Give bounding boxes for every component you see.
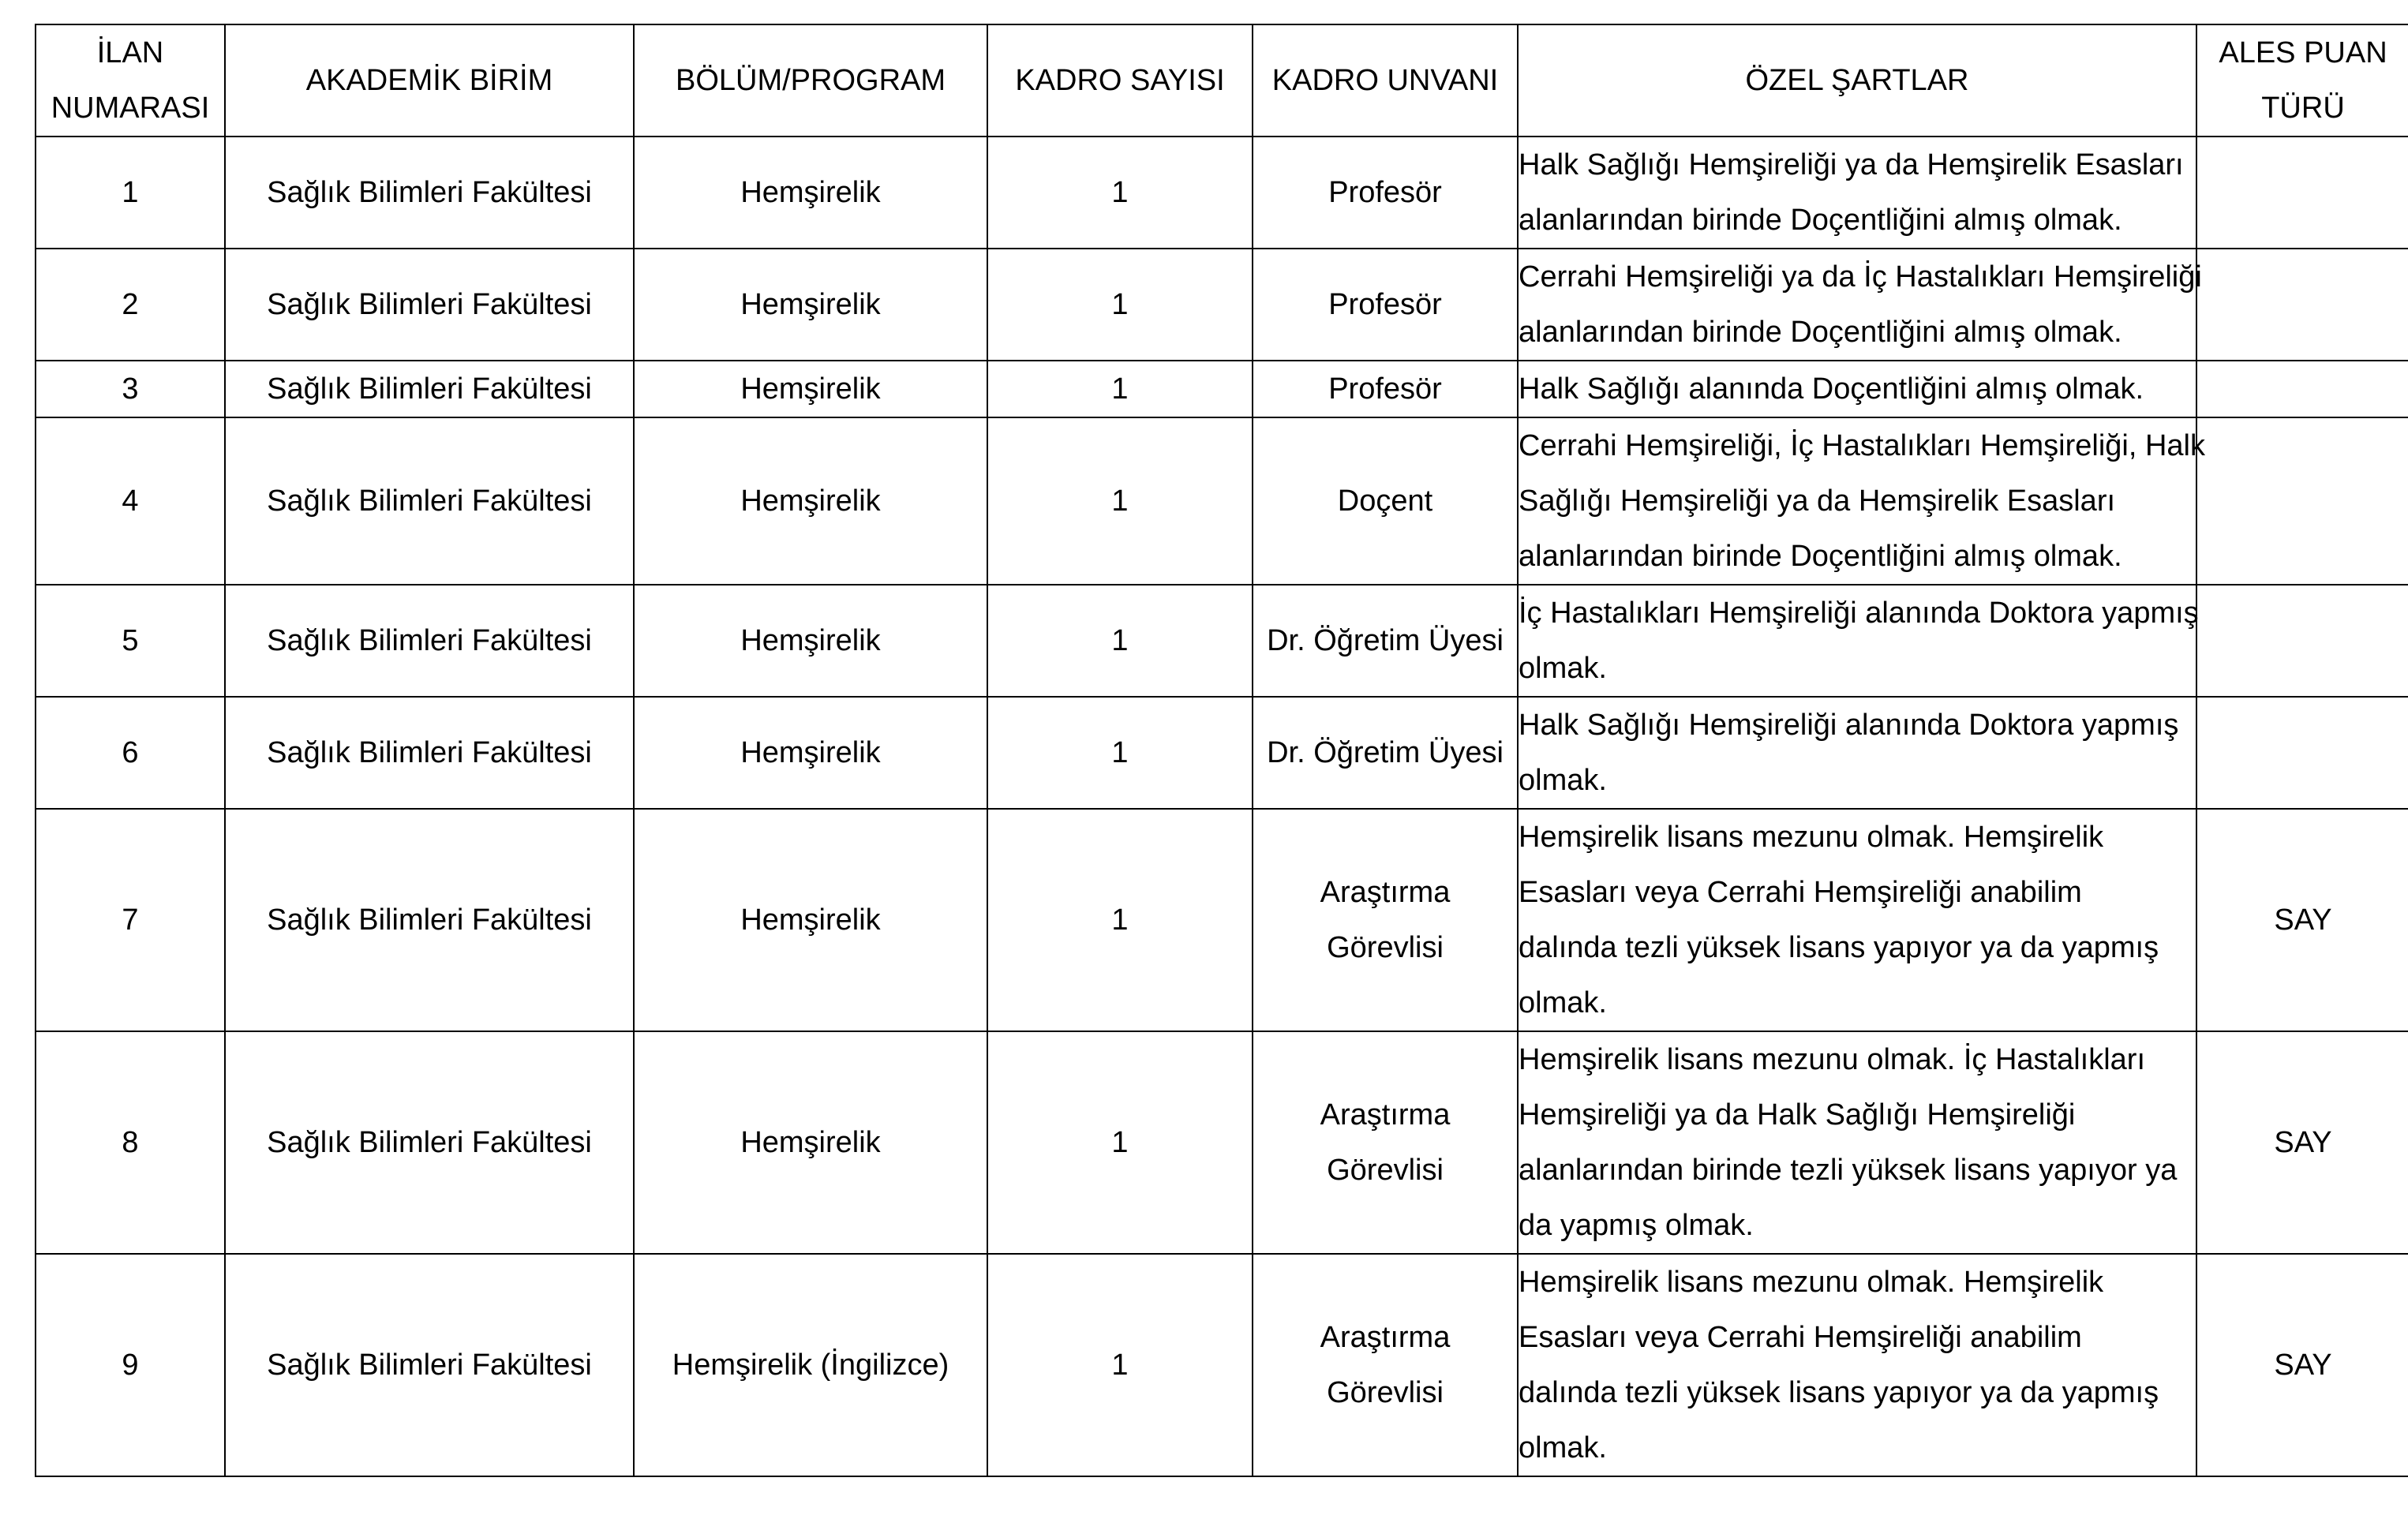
sart-line: Halk Sağlığı Hemşireliği ya da Hemşirelik Esasları [1519, 148, 2184, 181]
header-line: ÖZEL ŞARTLAR [1745, 64, 1969, 97]
cell-bolum-program: Hemşirelik (İngilizce) [634, 1254, 987, 1476]
cell-kadro-unvani [1253, 249, 1518, 361]
cell-ilan-no: 9 [36, 1254, 225, 1476]
cell-bolum-program: Hemşirelik [634, 585, 987, 697]
header-kadro-unvani [1253, 24, 1518, 137]
cell-kadro-sayisi: 1 [987, 697, 1253, 809]
header-ozel-sartlar [1518, 24, 2196, 137]
cell-kadro-sayisi: 1 [987, 249, 1253, 361]
cell-akademik-birim: Sağlık Bilimleri Fakültesi [225, 809, 634, 1031]
table-row [36, 1031, 2408, 1254]
cell-ilan-no: 1 [36, 137, 225, 249]
cell-ozel-sartlar [1518, 697, 2196, 809]
cell-kadro-unvani [1253, 809, 1518, 1031]
unvan-line: Dr. Öğretim Üyesi [1267, 736, 1504, 769]
header-line: ALES PUAN [2219, 36, 2387, 69]
sart-line: Hemşirelik lisans mezunu olmak. Hemşirelik [1519, 821, 2104, 854]
header-bolum-program [634, 24, 987, 137]
cell-ilan-no: 5 [36, 585, 225, 697]
cell-kadro-sayisi: 1 [987, 1254, 1253, 1476]
cell-ozel-sartlar [1518, 1031, 2196, 1254]
cell-akademik-birim: Sağlık Bilimleri Fakültesi [225, 585, 634, 697]
cell-ales-puan-turu [2196, 697, 2408, 809]
table-body [36, 137, 2408, 1476]
cell-ales-puan-turu [2196, 417, 2408, 585]
table-header [36, 24, 2408, 137]
cell-akademik-birim: Sağlık Bilimleri Fakültesi [225, 137, 634, 249]
header-line: TÜRÜ [2261, 92, 2345, 125]
sart-line: Esasları veya Cerrahi Hemşireliği anabilim [1519, 876, 2082, 909]
header-line: KADRO SAYISI [1015, 64, 1225, 97]
unvan-line: Doçent [1337, 484, 1433, 518]
header-line: AKADEMİK BİRİM [305, 64, 553, 97]
cell-bolum-program: Hemşirelik [634, 137, 987, 249]
cell-kadro-sayisi: 1 [987, 1031, 1253, 1254]
cell-kadro-sayisi: 1 [987, 417, 1253, 585]
sart-line: olmak. [1519, 1431, 1607, 1464]
unvan-line: Dr. Öğretim Üyesi [1267, 624, 1504, 657]
cell-ilan-no: 2 [36, 249, 225, 361]
cell-akademik-birim: Sağlık Bilimleri Fakültesi [225, 1031, 634, 1254]
sart-line: alanlarından birinde Doçentliğini almış olmak. [1519, 316, 2122, 349]
cell-akademik-birim: Sağlık Bilimleri Fakültesi [225, 697, 634, 809]
cell-kadro-unvani [1253, 1031, 1518, 1254]
cell-kadro-sayisi: 1 [987, 137, 1253, 249]
cell-ales-puan-turu: SAY [2196, 1031, 2408, 1254]
sart-line: Halk Sağlığı alanında Doçentliğini almış olmak. [1519, 372, 2144, 406]
cell-bolum-program: Hemşirelik [634, 417, 987, 585]
sart-line: Sağlığı Hemşireliği ya da Hemşirelik Esasları [1519, 484, 2116, 518]
sart-line: Hemşireliği ya da Halk Sağlığı Hemşireliği [1519, 1098, 2076, 1132]
unvan-line: Görevlisi [1327, 931, 1444, 964]
cell-ozel-sartlar [1518, 137, 2196, 249]
cell-ozel-sartlar [1518, 361, 2196, 417]
cell-bolum-program: Hemşirelik [634, 1031, 987, 1254]
sart-line: alanlarından birinde Doçentliğini almış olmak. [1519, 540, 2122, 573]
sart-line: Hemşirelik lisans mezunu olmak. İç Hastalıkları [1519, 1043, 2146, 1076]
header-row [36, 24, 2408, 137]
cell-akademik-birim: Sağlık Bilimleri Fakültesi [225, 1254, 634, 1476]
cell-akademik-birim: Sağlık Bilimleri Fakültesi [225, 361, 634, 417]
cell-bolum-program: Hemşirelik [634, 361, 987, 417]
cell-bolum-program: Hemşirelik [634, 249, 987, 361]
sart-line: Hemşirelik lisans mezunu olmak. Hemşirelik [1519, 1266, 2104, 1299]
cell-ozel-sartlar [1518, 249, 2202, 361]
unvan-line: Araştırma [1320, 1321, 1451, 1354]
header-line: İLAN [96, 36, 164, 69]
table-row [36, 361, 2408, 417]
header-akademik-birim [225, 24, 634, 137]
table-row [36, 417, 2408, 585]
cell-ozel-sartlar [1518, 585, 2199, 697]
cell-ozel-sartlar [1518, 809, 2196, 1031]
sart-line: da yapmış olmak. [1519, 1209, 1754, 1242]
sart-line: dalında tezli yüksek lisans yapıyor ya da yapmış [1519, 931, 2159, 964]
sart-line: olmak. [1519, 764, 1607, 797]
unvan-line: Profesör [1328, 288, 1442, 321]
header-line: NUMARASI [51, 92, 210, 125]
cell-bolum-program: Hemşirelik [634, 697, 987, 809]
cell-ozel-sartlar [1518, 417, 2205, 585]
unvan-line: Araştırma [1320, 1098, 1451, 1132]
sart-line: alanlarından birinde Doçentliğini almış olmak. [1519, 204, 2122, 237]
cell-ales-puan-turu [2196, 361, 2408, 417]
cell-ilan-no: 6 [36, 697, 225, 809]
table-row [36, 1254, 2408, 1476]
cell-kadro-unvani [1253, 137, 1518, 249]
table-row [36, 137, 2408, 249]
unvan-line: Profesör [1328, 372, 1442, 406]
sart-line: Halk Sağlığı Hemşireliği alanında Doktora yapmış [1519, 709, 2179, 742]
cell-ales-puan-turu [2196, 137, 2408, 249]
unvan-line: Araştırma [1320, 876, 1451, 909]
sart-line: olmak. [1519, 986, 1607, 1019]
table-row [36, 249, 2408, 361]
sart-line: Esasları veya Cerrahi Hemşireliği anabilim [1519, 1321, 2082, 1354]
cell-akademik-birim: Sağlık Bilimleri Fakültesi [225, 249, 634, 361]
cell-ales-puan-turu: SAY [2196, 809, 2408, 1031]
cell-kadro-sayisi: 1 [987, 809, 1253, 1031]
unvan-line: Profesör [1328, 176, 1442, 209]
header-ilan-numarasi [36, 24, 225, 137]
cell-kadro-unvani [1253, 585, 1518, 697]
sart-line: Cerrahi Hemşireliği, İç Hastalıkları Hemşireliği, Halk [1519, 429, 2205, 462]
unvan-line: Görevlisi [1327, 1154, 1444, 1187]
cell-ales-puan-turu [2196, 249, 2408, 361]
announcement-sheet [35, 24, 2408, 1477]
cell-ilan-no: 3 [36, 361, 225, 417]
sart-line: dalında tezli yüksek lisans yapıyor ya da yapmış [1519, 1376, 2159, 1409]
cell-akademik-birim: Sağlık Bilimleri Fakültesi [225, 417, 634, 585]
cell-kadro-unvani [1253, 697, 1518, 809]
header-ales-puan-turu [2196, 24, 2408, 137]
cell-kadro-sayisi: 1 [987, 585, 1253, 697]
cell-kadro-unvani [1253, 361, 1518, 417]
sart-line: alanlarından birinde tezli yüksek lisans yapıyor ya [1519, 1154, 2178, 1187]
header-line: BÖLÜM/PROGRAM [675, 64, 946, 97]
sart-line: İç Hastalıkları Hemşireliği alanında Doktora yapmış [1519, 597, 2199, 630]
cell-kadro-sayisi: 1 [987, 361, 1253, 417]
positions-table [35, 24, 2408, 1477]
cell-ales-puan-turu [2196, 585, 2408, 697]
header-line: KADRO UNVANI [1271, 64, 1499, 97]
cell-ilan-no: 7 [36, 809, 225, 1031]
cell-ales-puan-turu: SAY [2196, 1254, 2408, 1476]
cell-ilan-no: 4 [36, 417, 225, 585]
cell-bolum-program: Hemşirelik [634, 809, 987, 1031]
sart-line: Cerrahi Hemşireliği ya da İç Hastalıkları Hemşireliği [1519, 260, 2202, 294]
table-row [36, 585, 2408, 697]
cell-ozel-sartlar [1518, 1254, 2196, 1476]
unvan-line: Görevlisi [1327, 1376, 1444, 1409]
table-row [36, 809, 2408, 1031]
cell-ilan-no: 8 [36, 1031, 225, 1254]
header-kadro-sayisi [987, 24, 1253, 137]
table-row [36, 697, 2408, 809]
cell-kadro-unvani [1253, 417, 1518, 585]
cell-kadro-unvani [1253, 1254, 1518, 1476]
sart-line: olmak. [1519, 652, 1607, 685]
